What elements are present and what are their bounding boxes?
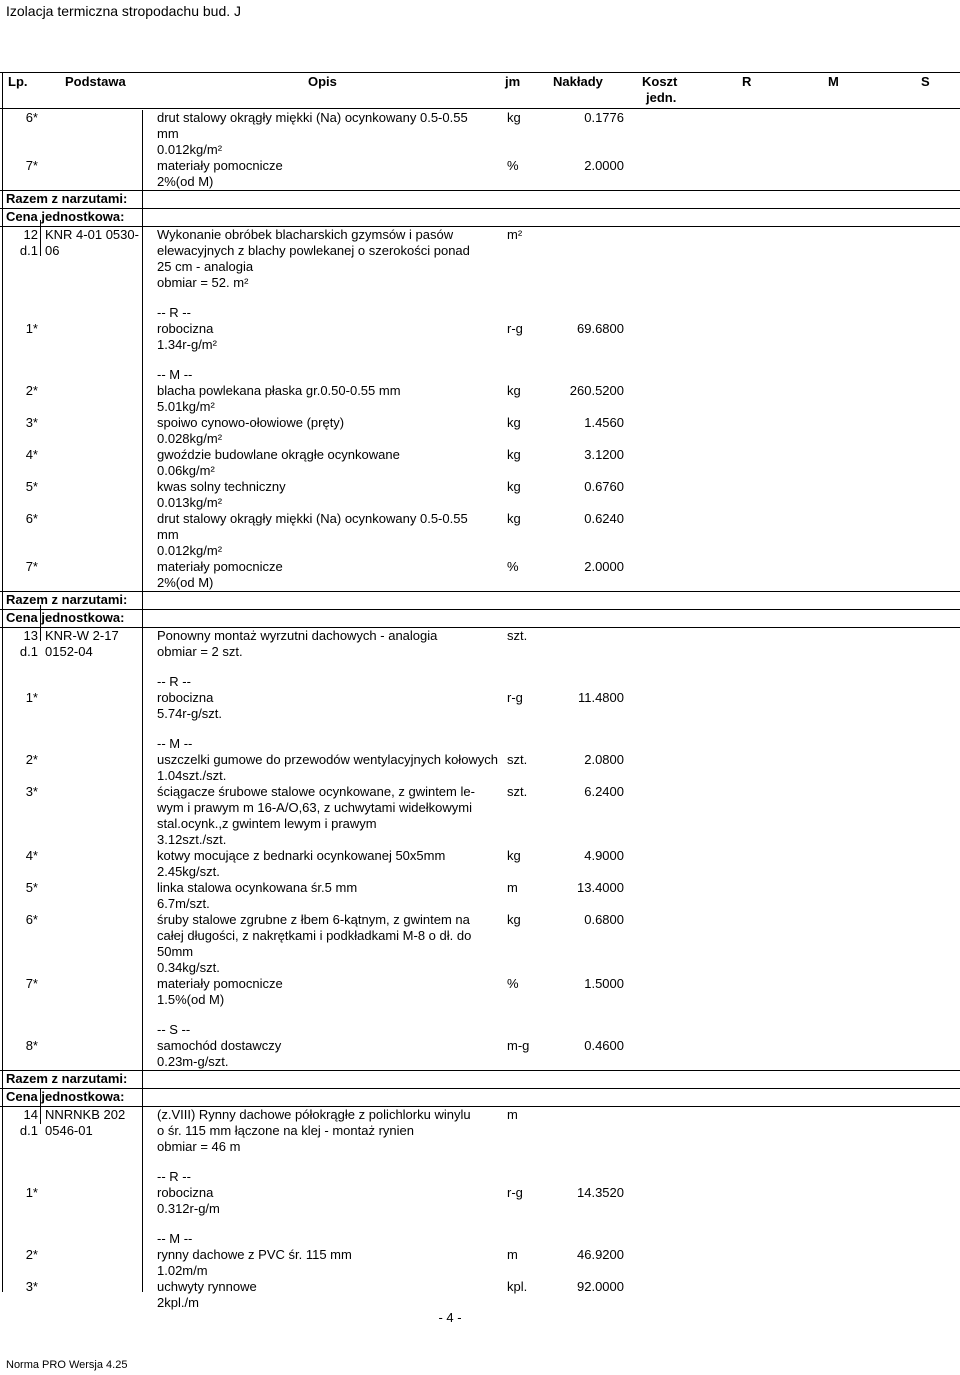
row-opis: materiały pomocnicze [157,976,283,991]
row-jm: m [507,1247,518,1262]
row-naklady: 2.0000 [584,559,624,574]
row-jm: m [507,880,518,895]
row-jm: r-g [507,1185,523,1200]
table-row [0,227,960,243]
row-opis: stal.ocynk.,z gwintem lewym i prawym [157,816,377,831]
table-row [0,1169,960,1185]
row-opis: wym i prawym m 16-A/O,63, z uchwytami widełkowymi [157,800,472,815]
row-opis: -- M -- [157,367,193,382]
row-lp: 2* [25,383,38,398]
table-row [0,495,960,511]
table-row [0,447,960,463]
row-lp: 6* [25,511,38,526]
header-naklady: Nakłady [553,74,603,89]
table-row [0,912,960,928]
row-lp: 3* [25,784,38,799]
row-lp: 12 [23,227,38,242]
row-jm: kg [507,415,521,430]
row-opis: mm [157,527,179,542]
row-lp: d.1 [19,243,38,258]
table-row [0,644,960,660]
table-row [0,800,960,816]
table-row [0,1070,960,1088]
table-row [0,1295,960,1311]
row-lp: 1* [25,321,38,336]
row-naklady: 260.5200 [569,383,624,398]
row-naklady: 92.0000 [577,1279,624,1294]
header-top-rule [0,72,960,73]
row-opis: spoiwo cynowo-ołowiowe (pręty) [157,415,345,430]
row-naklady: 6.2400 [584,784,624,799]
row-opis: 1.5%(od M) [157,992,225,1007]
table-row [0,976,960,992]
row-jm: % [507,976,519,991]
table-row [0,816,960,832]
row-podstawa: 06 [45,243,60,258]
row-jm: kg [507,110,521,125]
row-opis: 0.013kg/m² [157,495,223,510]
header-r: R [742,74,752,89]
razem-label: Razem z narzutami: [6,191,128,206]
row-opis: 0.312r-g/m [157,1201,220,1216]
row-opis: linka stalowa ocynkowana śr.5 mm [157,880,358,895]
table-header [0,74,960,110]
header-s: S [921,74,930,89]
row-opis: robocizna [157,321,214,336]
row-lp: 5* [25,479,38,494]
row-opis: 5.74r-g/szt. [157,706,223,721]
row-opis: 0.028kg/m² [157,431,223,446]
header-bottom-rule [0,108,960,109]
row-naklady: 14.3520 [577,1185,624,1200]
row-naklady: 4.9000 [584,848,624,863]
row-opis: -- M -- [157,1231,193,1246]
table-row [0,575,960,591]
cena-label: Cena jednostkowa: [6,1089,125,1104]
row-jm: kg [507,511,521,526]
row-naklady: 3.1200 [584,447,624,462]
table-row [0,142,960,158]
row-opis: 0.23m-g/szt. [157,1054,229,1069]
row-lp: 1* [25,1185,38,1200]
table-row [0,1054,960,1070]
row-lp: 13 [23,628,38,643]
table-row [0,660,960,674]
table-row [0,690,960,706]
table-row [0,479,960,495]
row-lp: 7* [25,976,38,991]
row-jm: kg [507,848,521,863]
table-row [0,880,960,896]
row-opis: materiały pomocnicze [157,158,283,173]
row-naklady: 69.6800 [577,321,624,336]
row-lp: 7* [25,158,38,173]
row-opis: 0.34kg/szt. [157,960,220,975]
row-jm: m-g [507,1038,530,1053]
table-row [0,291,960,305]
row-opis: Ponowny montaż wyrzutni dachowych - analogia [157,628,438,643]
row-opis: materiały pomocnicze [157,559,283,574]
row-lp: 4* [25,848,38,863]
table-row [0,960,960,976]
header-koszt: Koszt [642,74,678,89]
table-row [0,110,960,126]
row-podstawa: 0152-04 [45,644,93,659]
header-jm: jm [505,74,521,89]
row-naklady: 46.9200 [577,1247,624,1262]
table-row [0,1123,960,1139]
table-row [0,337,960,353]
row-opis: 25 cm - analogia [157,259,254,274]
row-jm: kg [507,479,521,494]
row-opis: drut stalowy okrągły miękki (Na) ocynkowany 0.5-0.55 [157,110,468,125]
row-naklady: 11.4800 [577,690,624,705]
cost-table-body [0,110,960,1311]
row-lp: 14 [23,1107,38,1122]
row-opis: uchwyty rynnowe [157,1279,257,1294]
table-row [0,1247,960,1263]
row-naklady: 0.6240 [584,511,624,526]
row-jm: r-g [507,690,523,705]
table-row [0,1201,960,1217]
row-opis: 2%(od M) [157,174,214,189]
table-row [0,158,960,174]
row-opis: -- R -- [157,1169,191,1184]
table-row [0,591,960,609]
table-row [0,848,960,864]
table-row [0,1088,960,1107]
row-opis: 0.06kg/m² [157,463,215,478]
row-opis: śruby stalowe zgrubne z łbem 6-kątnym, z gwintem na [157,912,470,927]
table-row [0,353,960,367]
table-row [0,431,960,447]
table-row [0,208,960,227]
document-title: Izolacja termiczna stropodachu bud. J [6,3,242,19]
table-row [0,722,960,736]
row-opis: drut stalowy okrągły miękki (Na) ocynkowany 0.5-0.55 [157,511,468,526]
header-lp: Lp. [8,74,28,89]
row-naklady: 2.0000 [584,158,624,173]
row-lp: 4* [25,447,38,462]
table-row [0,259,960,275]
row-lp: d.1 [19,644,38,659]
table-row [0,1279,960,1295]
table-row [0,321,960,337]
row-naklady: 2.0800 [584,752,624,767]
row-naklady: 13.4000 [577,880,624,895]
table-row [0,609,960,628]
row-opis: Wykonanie obróbek blacharskich gzymsów i pasów [157,227,454,242]
table-row [0,1217,960,1231]
table-row [0,928,960,944]
table-row [0,1107,960,1123]
row-opis: kwas solny techniczny [157,479,286,494]
table-row [0,399,960,415]
row-lp: 5* [25,880,38,895]
row-opis: 50mm [157,944,194,959]
row-opis: 2.45kg/szt. [157,864,220,879]
table-row [0,752,960,768]
row-lp: 8* [25,1038,38,1053]
row-opis: 1.04szt./szt. [157,768,227,783]
table-row [0,243,960,259]
row-jm: r-g [507,321,523,336]
row-opis: obmiar = 52. m² [157,275,249,290]
row-jm: kg [507,912,521,927]
row-jm: % [507,559,519,574]
table-row [0,559,960,575]
row-opis: obmiar = 46 m [157,1139,241,1154]
table-row [0,1008,960,1022]
row-opis: 1.02m/m [157,1263,208,1278]
header-m: M [828,74,839,89]
table-row [0,784,960,800]
row-naklady: 1.4560 [584,415,624,430]
row-lp: 3* [25,1279,38,1294]
row-opis: 2kpl./m [157,1295,199,1310]
table-row [0,1263,960,1279]
cena-label: Cena jednostkowa: [6,610,125,625]
row-opis: mm [157,126,179,141]
row-naklady: 0.1776 [584,110,624,125]
razem-label: Razem z narzutami: [6,1071,128,1086]
table-row [0,126,960,142]
table-row [0,1022,960,1038]
row-jm: m² [507,227,523,242]
row-podstawa: KNR-W 2-17 [45,628,119,643]
row-opis: samochód dostawczy [157,1038,282,1053]
row-opis: robocizna [157,690,214,705]
row-opis: kotwy mocujące z bednarki ocynkowanej 50x5mm [157,848,446,863]
row-opis: rynny dachowe z PVC śr. 115 mm [157,1247,352,1262]
table-row [0,628,960,644]
row-opis: gwoździe budowlane okrągłe ocynkowane [157,447,400,462]
row-jm: kpl. [507,1279,528,1294]
row-opis: 5.01kg/m² [157,399,215,414]
row-opis: robocizna [157,1185,214,1200]
table-row [0,736,960,752]
header-opis: Opis [308,74,337,89]
row-jm: m [507,1107,518,1122]
razem-label: Razem z narzutami: [6,592,128,607]
row-opis: blacha powlekana płaska gr.0.50-0.55 mm [157,383,401,398]
header-podstawa: Podstawa [65,74,126,89]
header-koszt-jedn: jedn. [646,90,677,105]
row-podstawa: 0546-01 [45,1123,93,1138]
table-row [0,367,960,383]
row-lp: 1* [25,690,38,705]
row-opis: 0.012kg/m² [157,142,223,157]
row-naklady: 0.4600 [584,1038,624,1053]
row-opis: 2%(od M) [157,575,214,590]
table-row [0,832,960,848]
table-row [0,896,960,912]
row-jm: szt. [507,628,528,643]
table-row [0,1231,960,1247]
row-opis: -- R -- [157,674,191,689]
row-jm: szt. [507,784,528,799]
table-row [0,190,960,208]
table-row [0,463,960,479]
row-lp: 2* [25,752,38,767]
row-lp: 6* [25,912,38,927]
table-row [0,305,960,321]
table-row [0,768,960,784]
row-opis: elewacyjnych z blachy powlekanej o szerokości ponad [157,243,470,258]
row-opis: 6.7m/szt. [157,896,210,911]
row-opis: 1.34r-g/m² [157,337,217,352]
page-number: - 4 - [438,1310,462,1325]
table-row [0,944,960,960]
table-row [0,1139,960,1155]
cena-label: Cena jednostkowa: [6,209,125,224]
table-row [0,383,960,399]
footer-version: Norma PRO Wersja 4.25 [6,1359,128,1371]
row-lp: 7* [25,559,38,574]
row-podstawa: NNRNKB 202 [45,1107,126,1122]
row-naklady: 0.6800 [584,912,624,927]
row-opis: ściągacze śrubowe stalowe ocynkowane, z gwintem le- [157,784,475,799]
row-opis: uszczelki gumowe do przewodów wentylacyjnych kołowych [157,752,499,767]
table-row [0,543,960,559]
row-opis: 3.12szt./szt. [157,832,227,847]
table-row [0,992,960,1008]
table-row [0,1185,960,1201]
table-row [0,1038,960,1054]
row-naklady: 1.5000 [584,976,624,991]
row-opis: -- S -- [157,1022,191,1037]
row-opis: 0.012kg/m² [157,543,223,558]
row-opis: (z.VIII) Rynny dachowe półokrągłe z polichlorku winylu [157,1107,471,1122]
row-opis: obmiar = 2 szt. [157,644,243,659]
row-opis: -- M -- [157,736,193,751]
table-row [0,674,960,690]
row-lp: 6* [25,110,38,125]
row-opis: całej długości, z nakrętkami i podkładkami M-8 o dł. do [157,928,472,943]
row-jm: % [507,158,519,173]
table-row [0,1155,960,1169]
row-lp: 2* [25,1247,38,1262]
row-lp: 3* [25,415,38,430]
table-row [0,864,960,880]
table-row [0,706,960,722]
table-row [0,527,960,543]
row-jm: kg [507,383,521,398]
row-lp: d.1 [19,1123,38,1138]
row-podstawa: KNR 4-01 0530- [45,227,139,242]
table-row [0,511,960,527]
row-opis: o śr. 115 mm łączone na klej - montaż rynien [157,1123,414,1138]
row-jm: kg [507,447,521,462]
table-row [0,415,960,431]
table-row [0,275,960,291]
row-naklady: 0.6760 [584,479,624,494]
row-jm: szt. [507,752,528,767]
row-opis: -- R -- [157,305,191,320]
table-row [0,174,960,190]
